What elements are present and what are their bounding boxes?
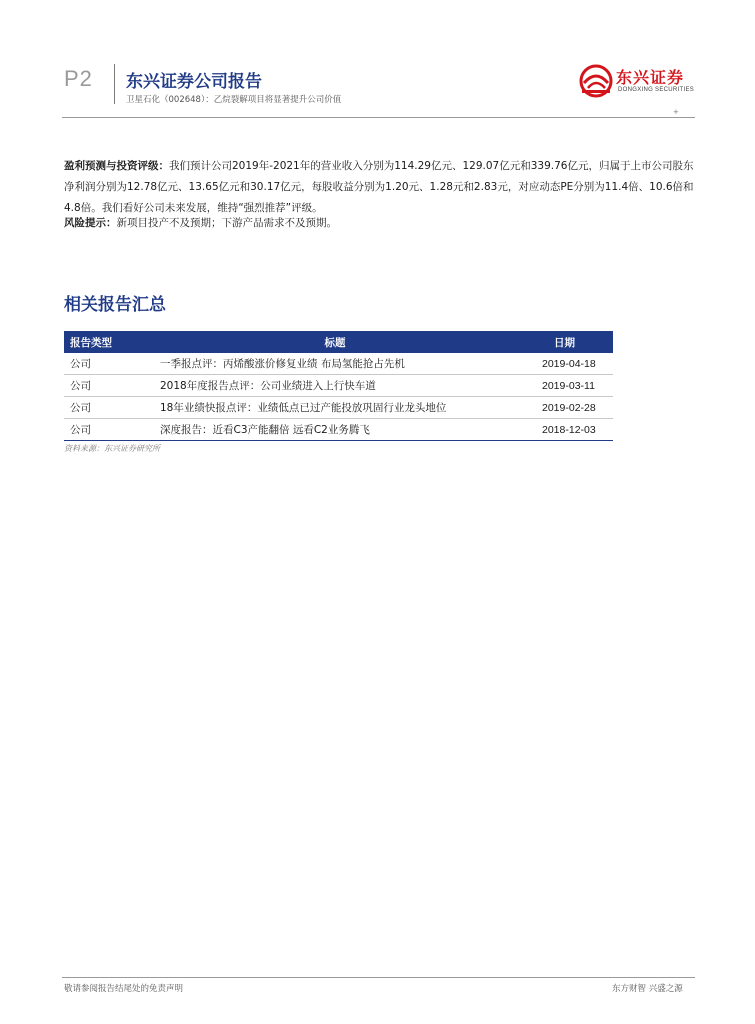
header-rule [62, 117, 695, 118]
header-divider [114, 64, 115, 104]
report-date-cell: 2018-12-03 [516, 419, 613, 441]
risk-label: 风险提示： [64, 217, 117, 229]
table-row [64, 375, 613, 397]
forecast-label: 盈利预测与投资评级： [64, 160, 169, 172]
footer-disclaimer: 敬请参阅报告结尾处的免责声明 [64, 984, 184, 994]
risk-text: 新项目投产不及预期；下游产品需求不及预期。 [116, 217, 337, 229]
table-row [64, 353, 613, 375]
report-title-cell: 深度报告：近看C3产能翻倍 远看C2业务腾飞 [154, 419, 516, 441]
report-type-cell: 公司 [64, 397, 154, 419]
report-title-cell: 一季报点评：丙烯酸涨价修复业绩 布局氢能抢占先机 [154, 353, 516, 375]
table-source-note: 资料来源：东兴证券研究所 [64, 444, 160, 453]
section-title: 相关报告汇总 [64, 295, 166, 315]
report-type-cell: 公司 [64, 419, 154, 441]
logo-english: DONGXING SECURITIES [618, 87, 695, 93]
logo-text: 东兴证券 [616, 68, 685, 87]
column-header-type: 报告类型 [64, 331, 154, 353]
report-title-cell: 2018年度报告点评：公司业绩进入上行快车道 [154, 375, 516, 397]
table-row [64, 397, 613, 419]
report-title: 东兴证券公司报告 [126, 72, 262, 92]
related-reports-table [64, 331, 613, 441]
footer-rule [62, 977, 695, 978]
report-subtitle: 卫星石化（002648）：乙烷裂解项目将显著提升公司价值 [126, 95, 342, 105]
table-header-row [64, 331, 613, 353]
report-title-cell: 18年业绩快报点评：业绩低点已过产能投放巩固行业龙头地位 [154, 397, 516, 419]
forecast-text: 我们预计公司2019年-2021年的营业收入分别为114.29亿元、129.07亿元和339.76亿元，归属于上市公司股东净利润分别为12.78亿元、13.65亿元和30.17亿元，每股收益分别为1.20元、1.28元和2.83元，对应动态PE分别为11.4倍、10.6倍和4.8倍。我们看好公司未来发展，维持“强烈推荐”评级。 [64, 160, 694, 214]
report-type-cell: 公司 [64, 375, 154, 397]
report-date-cell: 2019-03-11 [516, 375, 613, 397]
table-row [64, 419, 613, 441]
risk-paragraph [64, 213, 694, 234]
column-header-title: 标题 [154, 331, 516, 353]
page-number: P2 [64, 66, 93, 91]
column-header-date: 日期 [516, 331, 613, 353]
corner-mark: + [673, 108, 679, 116]
report-date-cell: 2019-04-18 [516, 353, 613, 375]
report-date-cell: 2019-02-28 [516, 397, 613, 419]
report-type-cell: 公司 [64, 353, 154, 375]
forecast-paragraph [64, 156, 694, 219]
footer-slogan: 东方财智 兴盛之源 [612, 984, 683, 994]
